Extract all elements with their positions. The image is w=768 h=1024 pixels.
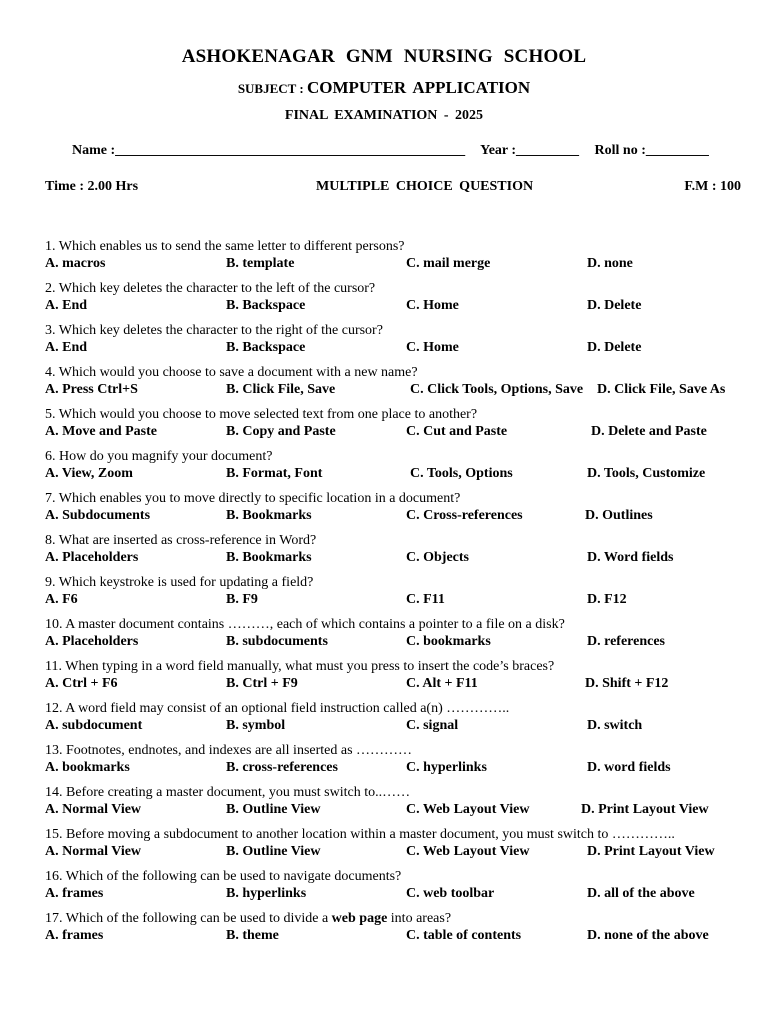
option-a[interactable]: A. bookmarks xyxy=(45,760,130,775)
option-b[interactable]: B. hyperlinks xyxy=(226,886,307,901)
option-a[interactable]: A. End xyxy=(45,340,88,355)
options-row xyxy=(45,381,745,398)
option-a[interactable]: A. Normal View xyxy=(45,802,142,817)
subject-value: COMPUTER APPLICATION xyxy=(306,78,531,97)
question-text: 17. Which of the following can be used to divide a web page into areas? xyxy=(45,911,452,926)
option-d[interactable]: D. Click File, Save As xyxy=(597,382,726,397)
question-item xyxy=(45,826,745,868)
option-b[interactable]: B. Ctrl + F9 xyxy=(226,676,298,691)
option-d[interactable]: D. Delete xyxy=(587,340,642,355)
question-item xyxy=(45,238,745,280)
option-c[interactable]: C. Cross-references xyxy=(406,508,523,523)
options-row xyxy=(45,423,745,440)
full-marks: F.M : 100 xyxy=(684,179,741,194)
question-text: 14. Before creating a master document, you must switch to..…… xyxy=(45,785,411,800)
option-c[interactable]: C. mail merge xyxy=(406,256,491,271)
option-c[interactable]: C. Alt + F11 xyxy=(406,676,478,691)
option-b[interactable]: B. Format, Font xyxy=(226,466,323,481)
options-row xyxy=(45,465,745,482)
options-row xyxy=(45,549,745,566)
options-row xyxy=(45,297,745,314)
option-d[interactable]: D. Word fields xyxy=(587,550,674,565)
question-item xyxy=(45,448,745,490)
option-c[interactable]: C. bookmarks xyxy=(406,634,491,649)
option-a[interactable]: A. Subdocuments xyxy=(45,508,151,523)
option-c[interactable]: C. Cut and Paste xyxy=(406,424,508,439)
option-b[interactable]: B. Outline View xyxy=(226,844,321,859)
option-b[interactable]: B. Backspace xyxy=(226,340,306,355)
option-b[interactable]: B. Bookmarks xyxy=(226,508,312,523)
option-a[interactable]: A. macros xyxy=(45,256,106,271)
option-b[interactable]: B. Copy and Paste xyxy=(226,424,336,439)
question-text: 16. Which of the following can be used to navigate documents? xyxy=(45,869,402,884)
question-item xyxy=(45,364,745,406)
question-text: 12. A word field may consist of an optional field instruction called a(n) ………….. xyxy=(45,701,510,716)
option-d[interactable]: D. Tools, Customize xyxy=(587,466,706,481)
options-row xyxy=(45,885,745,902)
question-item xyxy=(45,784,745,826)
options-row xyxy=(45,843,745,860)
options-row xyxy=(45,591,745,608)
options-row xyxy=(45,339,745,356)
question-list xyxy=(45,238,745,952)
question-text: 13. Footnotes, endnotes, and indexes are all inserted as ………… xyxy=(45,743,413,758)
option-c[interactable]: C. F11 xyxy=(406,592,445,607)
option-d[interactable]: D. none of the above xyxy=(587,928,709,943)
option-c[interactable]: C. Home xyxy=(406,298,459,313)
option-d[interactable]: D. all of the above xyxy=(587,886,695,901)
question-item xyxy=(45,532,745,574)
school-name: ASHOKENAGAR GNM NURSING SCHOOL xyxy=(181,46,587,67)
option-a[interactable]: A. Placeholders xyxy=(45,634,139,649)
option-c[interactable]: C. web toolbar xyxy=(406,886,495,901)
option-c[interactable]: C. table of contents xyxy=(406,928,522,943)
question-item xyxy=(45,616,745,658)
option-d[interactable]: D. references xyxy=(587,634,665,649)
question-item xyxy=(45,700,745,742)
option-c[interactable]: C. signal xyxy=(406,718,459,733)
name-field[interactable]: Name :__________________________________________________ xyxy=(72,143,466,158)
question-text: 5. Which would you choose to move selected text from one place to another? xyxy=(45,407,478,422)
question-item xyxy=(45,490,745,532)
option-b[interactable]: B. subdocuments xyxy=(226,634,328,649)
subject-label: SUBJECT : xyxy=(237,81,307,96)
options-row xyxy=(45,633,745,650)
option-b[interactable]: B. Bookmarks xyxy=(226,550,312,565)
year-field[interactable]: Year :_________ xyxy=(480,143,580,158)
subject-line xyxy=(0,78,768,98)
option-d[interactable]: D. Print Layout View xyxy=(587,844,715,859)
option-b[interactable]: B. symbol xyxy=(226,718,286,733)
question-text: 3. Which key deletes the character to the right of the cursor? xyxy=(45,323,383,338)
option-c[interactable]: C. Click Tools, Options, Save xyxy=(410,382,584,397)
option-c[interactable]: C. Objects xyxy=(406,550,469,565)
option-a[interactable]: A. F6 xyxy=(45,592,78,607)
option-a[interactable]: A. End xyxy=(45,298,88,313)
question-item xyxy=(45,658,745,700)
exam-title: FINAL EXAMINATION - 2025 xyxy=(284,108,484,123)
option-a[interactable]: A. Ctrl + F6 xyxy=(45,676,118,691)
option-a[interactable]: A. Move and Paste xyxy=(45,424,157,439)
options-row xyxy=(45,507,745,524)
option-b[interactable]: B. template xyxy=(226,256,295,271)
option-c[interactable]: C. hyperlinks xyxy=(406,760,487,775)
question-text: 9. Which keystroke is used for updating a field? xyxy=(45,575,314,590)
option-a[interactable]: A. Press Ctrl+S xyxy=(45,382,138,397)
options-row xyxy=(45,675,745,692)
question-text: 2. Which key deletes the character to the left of the cursor? xyxy=(45,281,376,296)
question-text: 8. What are inserted as cross-reference in Word? xyxy=(45,533,317,548)
question-text: 7. Which enables you to move directly to specific location in a document? xyxy=(45,491,461,506)
option-b[interactable]: B. theme xyxy=(226,928,279,943)
option-c[interactable]: C. Home xyxy=(406,340,459,355)
option-b[interactable]: B. Outline View xyxy=(226,802,321,817)
question-text: 15. Before moving a subdocument to another location within a master document, you must switch to ………….. xyxy=(45,827,675,842)
time-label: Time : 2.00 Hrs xyxy=(45,179,139,194)
option-b[interactable]: B. cross-references xyxy=(226,760,338,775)
option-a[interactable]: A. frames xyxy=(45,928,104,943)
question-text: 4. Which would you choose to save a document with a new name? xyxy=(45,365,418,380)
question-item xyxy=(45,574,745,616)
student-info-line xyxy=(72,143,709,159)
option-a[interactable]: A. frames xyxy=(45,886,104,901)
question-text: 10. A master document contains ………, each of which contains a pointer to a file on a disk? xyxy=(45,617,565,632)
option-b[interactable]: B. Click File, Save xyxy=(226,382,336,397)
option-d[interactable]: D. F12 xyxy=(587,592,627,607)
option-a[interactable]: A. subdocument xyxy=(45,718,143,733)
option-c[interactable]: C. Web Layout View xyxy=(406,802,530,817)
question-item xyxy=(45,322,745,364)
option-a[interactable]: A. Placeholders xyxy=(45,550,139,565)
option-d[interactable]: D. none xyxy=(587,256,633,271)
option-d[interactable]: D. word fields xyxy=(587,760,671,775)
question-text: 11. When typing in a word field manually, what must you press to insert the code’s braces? xyxy=(45,659,555,674)
option-b[interactable]: B. Backspace xyxy=(226,298,306,313)
option-d[interactable]: D. Delete and Paste xyxy=(591,424,707,439)
roll-field[interactable]: Roll no :_________ xyxy=(594,143,709,158)
options-row xyxy=(45,927,745,944)
question-text: 6. How do you magnify your document? xyxy=(45,449,273,464)
option-a[interactable]: A. Normal View xyxy=(45,844,142,859)
question-item xyxy=(45,868,745,910)
option-d[interactable]: D. Delete xyxy=(587,298,642,313)
question-item xyxy=(45,742,745,784)
options-row xyxy=(45,759,745,776)
options-row xyxy=(45,255,745,272)
question-item xyxy=(45,280,745,322)
options-row xyxy=(45,801,745,818)
options-row xyxy=(45,717,745,734)
option-d[interactable]: D. Print Layout View xyxy=(581,802,709,817)
option-c[interactable]: C. Tools, Options xyxy=(410,466,513,481)
question-item xyxy=(45,406,745,448)
emphasis-web-page: web page xyxy=(331,911,388,926)
option-d[interactable]: D. switch xyxy=(587,718,643,733)
question-item xyxy=(45,910,745,952)
option-c[interactable]: C. Web Layout View xyxy=(406,844,530,859)
exam-meta-row xyxy=(45,179,741,197)
option-b[interactable]: B. F9 xyxy=(226,592,258,607)
option-d[interactable]: D. Shift + F12 xyxy=(585,676,669,691)
question-text: 1. Which enables us to send the same letter to different persons? xyxy=(45,239,405,254)
option-a[interactable]: A. View, Zoom xyxy=(45,466,133,481)
option-d[interactable]: D. Outlines xyxy=(585,508,653,523)
mcq-heading: MULTIPLE CHOICE QUESTION xyxy=(316,179,534,194)
